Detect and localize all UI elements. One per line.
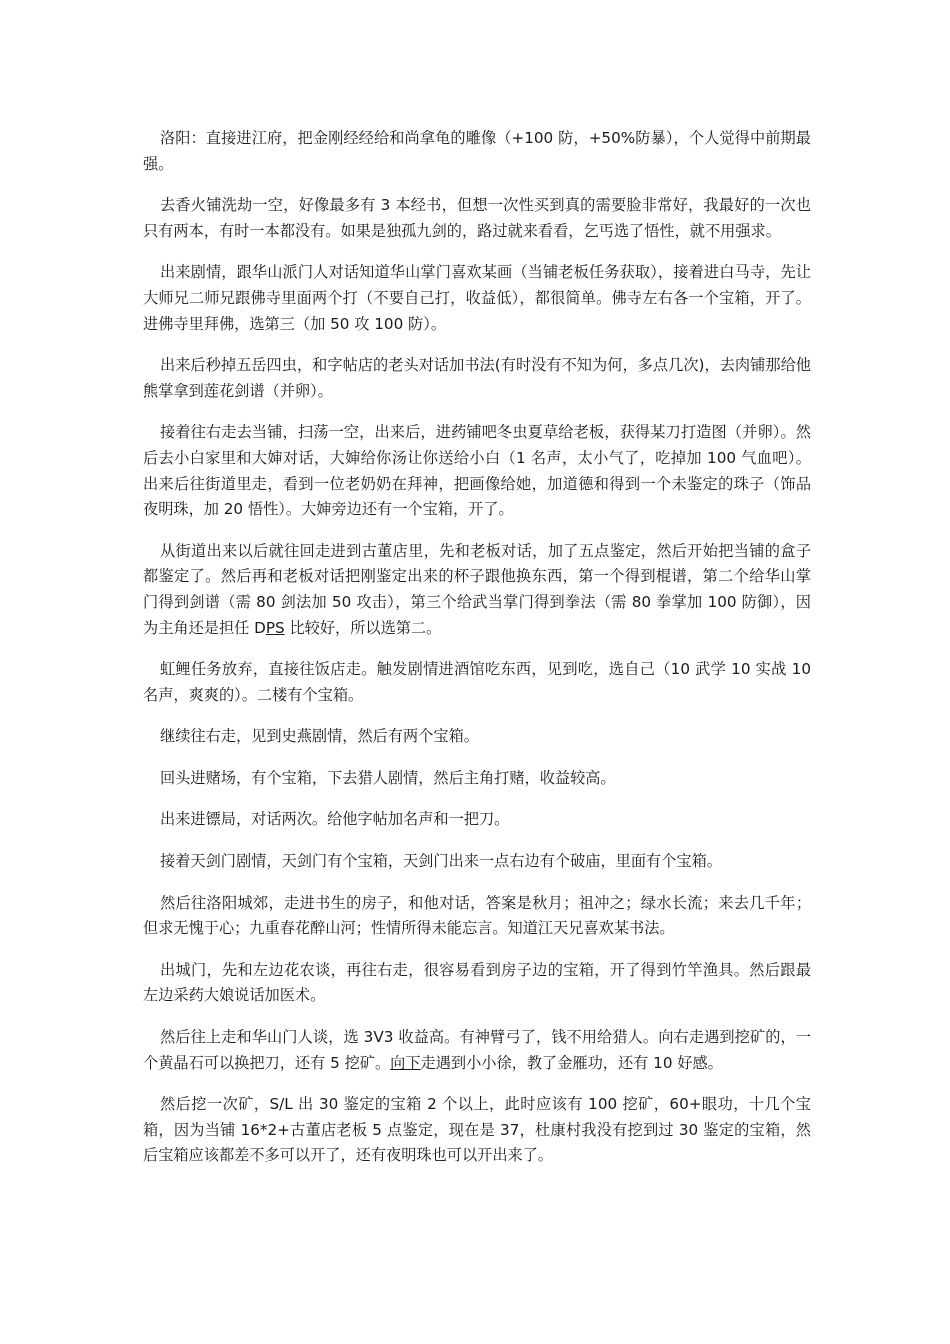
paragraph-city-gate: 出城门，先和左边花农谈，再往右走，很容易看到房子边的宝箱，开了得到竹竿渔具。然后跟最左边采药大娘说话加医术。 <box>143 960 811 1005</box>
paragraph-mining-text: 然后往上走和华山门人谈，选 3V3 收益高。有神臂弓了，钱不用给猎人。向右走遇到挖矿的，一个黄晶石可以换把刀，还有 5 挖矿。 <box>143 1028 811 1072</box>
paragraph-five-bugs: 出来后秒掉五岳四虫，和字帖店的老头对话加书法(有时没有不知为何，多点几次)，去肉铺那给他熊掌拿到莲花剑谱（并卵）。 <box>143 356 811 400</box>
paragraph-casino: 回头进赌场，有个宝箱，下去猎人剧情，然后主角打赌，收益较高。 <box>160 768 616 787</box>
paragraph-luoyang-jiangfu: 洛阳：直接进江府，把金刚经经给和尚拿龟的雕像（+100 防，+50%防暴），个人觉得中前期最强。 <box>143 129 811 173</box>
paragraph-mining-tail: 走遇到小小徐，教了金雁功，还有 10 好感。 <box>420 1053 723 1072</box>
underlined-text: PS <box>265 618 285 637</box>
paragraph-tianjian: 接着天剑门剧情，天剑门有个宝箱，天剑门出来一点右边有个破庙，里面有个宝箱。 <box>160 852 722 871</box>
paragraph-antique-shop-text: 从街道出来以后就往回走进到古董店里，先和老板对话，加了五点鉴定，然后开始把当铺的盒子都鉴定了。然后再和老板对话把刚鉴定出来的杯子跟他换东西，第一个得到棍谱，第二个给华山掌门得到剑谱（需 80 剑法加 50 攻击），第三个给武当掌门得到拳法（需 80 拳掌加 100 防御），因为主角还是担任 D <box>143 541 811 637</box>
paragraph-shiyan: 继续往右走，见到史燕剧情，然后有两个宝箱。 <box>160 727 479 746</box>
paragraph-antique-shop-tail: 比较好，所以选第二。 <box>284 618 442 637</box>
paragraph-pawnshop: 接着往右走去当铺，扫荡一空，出来后，进药铺吧冬虫夏草给老板，获得某刀打造图（并卵）。然后去小白家里和大婶对话，大婶给你汤让你送给小白（1 名声，太小气了，吃掉加 100 气血吧）。出来后往街道里走，看到一位老奶奶在拜神，把画像给她，加道德和得到一个未鉴定的珠子（饰品夜明珠，加 20 悟性）。大婶旁边还有一个宝箱，开了。 <box>143 423 811 519</box>
paragraph-escort: 出来进镖局，对话两次。给他字帖加名声和一把刀。 <box>160 810 510 829</box>
paragraph-suburbs: 然后往洛阳城郊，走进书生的房子，和他对话，答案是秋月；祖冲之；绿水长流；来去几千年；但求无愧于心；九重春花醉山河；性情所得未能忘言。知道江天兄喜欢某书法。 <box>143 893 811 938</box>
paragraph-restaurant: 虹鲤任务放弃，直接往饭店走。触发剧情进酒馆吃东西，见到吃，选自己（10 武学 10 实战 10 名声，爽爽的）。二楼有个宝箱。 <box>143 660 811 704</box>
paragraph-mining <box>143 1025 811 1076</box>
paragraph-appraisal: 然后挖一次矿，S/L 出 30 鉴定的宝箱 2 个以上，此时应该有 100 挖矿，60+眼功，十几个宝箱，因为当铺 16*2+古董店老板 5 点鉴定，现在是 37，杜康村我没有挖到过 30 鉴定的宝箱，然后宝箱应该都差不多可以开了，还有夜明珠也可以开出来了。 <box>143 1095 811 1165</box>
paragraph-antique-shop <box>143 539 811 641</box>
paragraph-incense-shop: 去香火铺洗劫一空，好像最多有 3 本经书，但想一次性买到真的需要脸非常好，我最好的一次也只有两本，有时一本都没有。如果是独孤九剑的，路过就来看看，乞丐选了悟性，就不用强求。 <box>143 196 811 240</box>
underlined-text: 向下 <box>390 1053 421 1072</box>
document-body <box>143 126 811 1185</box>
paragraph-baima-temple: 出来剧情，跟华山派门人对话知道华山掌门喜欢某画（当铺老板任务获取），接着进白马寺，先让大师兄二师兄跟佛寺里面两个打（不要自己打，收益低），都很简单。佛寺左右各一个宝箱，开了。进佛寺里拜佛，选第三（加 50 攻 100 防）。 <box>143 263 811 333</box>
